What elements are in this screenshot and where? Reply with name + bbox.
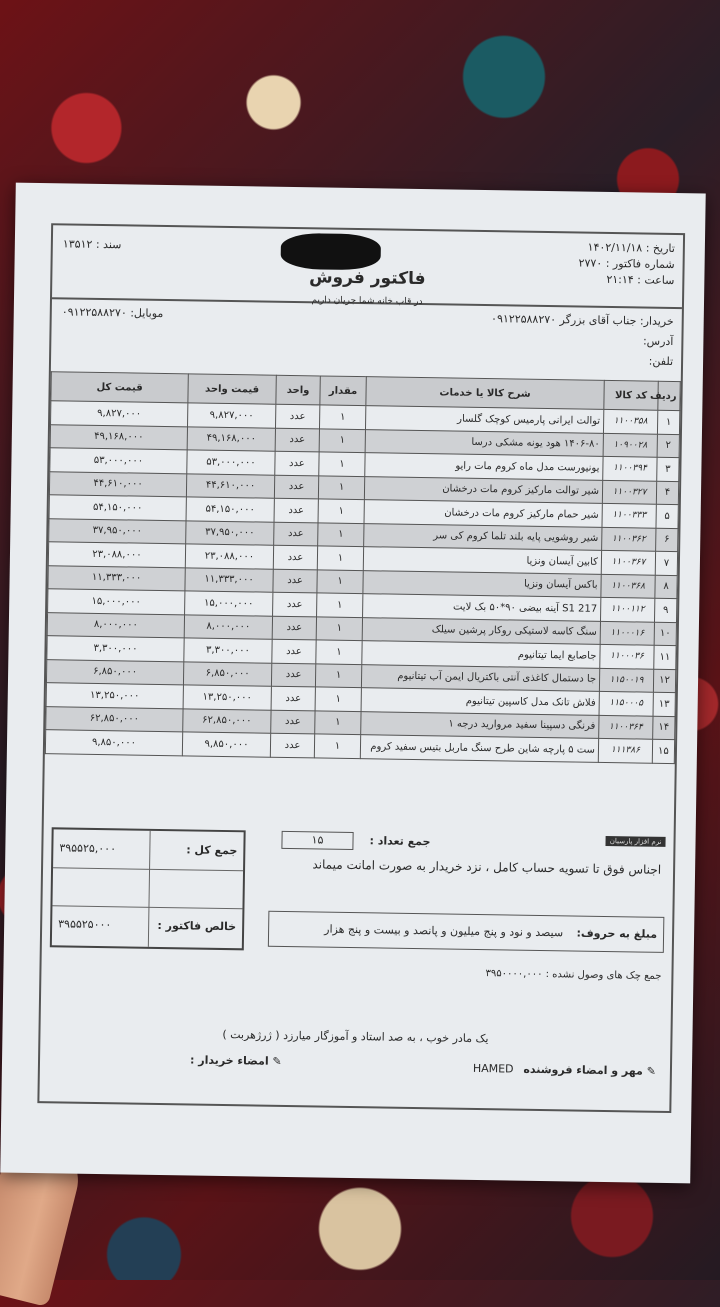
buyer-sig-label: امضاء خریدار : [189,1053,269,1068]
item-total-price: ۴۹,۱۶۸,۰۰۰ [50,424,187,450]
item-total-price: ۸,۰۰۰,۰۰۰ [47,612,184,638]
totals-box [50,827,246,950]
buyer-signature [190,1053,282,1067]
item-quantity: ۱ [318,475,364,499]
seller-sig-label: مهر و امضاء فروشنده [523,1062,643,1078]
net-label: خالص فاکتور : [157,918,237,934]
item-description: توالت ایرانی پارمیس کوچک گلسار [365,406,603,433]
item-quantity: ۱ [319,405,365,429]
item-unit-price: ۴۹,۱۶۸,۰۰۰ [187,426,275,451]
mobile-value: ۰۹۱۲۲۵۸۸۲۷۰ [61,305,127,320]
row-number: ۴ [656,481,678,505]
item-unit: عدد [273,592,317,616]
item-unit: عدد [273,569,317,593]
header-total-price: قیمت کل [51,372,188,403]
item-code: ۱۱۰۰۳۵۸ [603,409,657,433]
item-code: ۱۱۰۰۰۳۶ [600,644,654,668]
item-description: سنگ کاسه لاستیکی روکار پرشین سیلک [362,617,600,644]
item-description: شیر روشویی پایه بلند تلما کروم کی سر [364,523,602,550]
serial-value: ۱۳۵۱۲ [62,237,93,251]
item-description: فلاش تانک مدل کاسپین تیتانیوم [361,688,599,715]
item-description: شیر حمام مارکیز کروم مات درخشان [364,500,602,527]
item-unit-price: ۸,۰۰۰,۰۰۰ [184,614,272,639]
item-unit-price: ۱۵,۰۰۰,۰۰۰ [185,591,273,616]
empty-row [52,867,243,909]
item-unit-price: ۹,۸۲۷,۰۰۰ [188,403,276,428]
row-number: ۵ [656,504,678,528]
item-unit-price: ۹,۸۵۰,۰۰۰ [182,732,270,757]
item-unit-price: ۵۳,۰۰۰,۰۰۰ [187,450,275,475]
row-number: ۱۱ [654,645,676,669]
serial-number [63,237,122,251]
item-total-price: ۵۴,۱۵۰,۰۰۰ [49,495,186,521]
item-unit: عدد [274,475,318,499]
item-total-price: ۳۷,۹۵۰,۰۰۰ [49,518,186,544]
items-table [45,371,681,763]
row-number: ۲ [657,434,679,458]
pen-icon: ✎ [646,1064,657,1078]
proverb-text: یک مادر خوب ، به صد استاد و آموزگار میارزد ( ژرژهربت ) [222,1027,489,1046]
item-description: ست ۵ پارچه شاین طرح سنگ ماربل بتیس سفید کروم [360,735,598,762]
summary-section [42,823,674,955]
item-unit-price: ۳,۳۰۰,۰۰۰ [184,638,272,663]
header-row-number: ردیف [658,381,680,410]
item-code: ۱۰۹۰۰۲۸ [603,433,657,457]
header-code: کد کالا [604,380,658,410]
item-total-price: ۱۳,۲۵۰,۰۰۰ [46,683,183,709]
item-quantity: ۱ [314,734,360,758]
row-number: ۱ [657,410,679,434]
item-unit: عدد [272,639,316,663]
item-quantity: ۱ [317,593,363,617]
net-value: ۳۹۵۵۲۵۰۰۰ [58,917,112,932]
item-code: ۱۱۰۰۱۱۲ [601,597,655,621]
item-quantity: ۱ [318,522,364,546]
item-unit: عدد [271,710,315,734]
row-number: ۱۳ [653,692,675,716]
item-quantity: ۱ [316,640,362,664]
item-code: ۱۱۰۰۳۲۷ [602,480,656,504]
invoice-paper [0,183,705,1184]
item-code: ۱۱۰۰۰۱۶ [600,621,654,645]
header-unit-price: قیمت واحد [188,374,276,404]
item-description: ۱۴۰۶-۸۰ هود یونه مشکی درسا [365,429,603,456]
item-code: ۱۱۰۰۳۶۴ [599,715,653,739]
total-value: ۳۹۵۵۲۵,۰۰۰ [59,841,117,856]
words-label: مبلغ به حروف: [576,926,658,941]
count-value: ۱۵ [281,831,353,850]
item-unit: عدد [273,545,317,569]
item-description: 217 S1 آینه بیضی ۹۰*۵۰ بک لایت [363,594,601,621]
item-quantity: ۱ [317,569,363,593]
item-unit-price: ۵۴,۱۵۰,۰۰۰ [186,497,274,522]
header-description: شرح کالا یا خدمات [366,377,604,410]
cheque-label: جمع چک های وصول نشده : [545,969,662,982]
item-quantity: ۱ [317,546,363,570]
date-value: ۱۴۰۲/۱۱/۱۸ [587,240,643,255]
item-code: ۱۱۵۰۰۱۹ [599,668,653,692]
item-unit: عدد [274,522,318,546]
item-total-price: ۱۱,۳۳۳,۰۰۰ [48,565,185,591]
item-total-price: ۶۲,۸۵۰,۰۰۰ [46,706,183,732]
item-total-price: ۲۳,۰۸۸,۰۰۰ [48,542,185,568]
consignment-note: اجناس فوق تا تسویه حساب کامل ، نزد خریدار به صورت امانت میماند [312,857,662,877]
item-code: ۱۱۱۳۸۶ [598,738,652,762]
item-description: یونیورست مدل ماه کروم مات رایو [365,453,603,480]
seller-name: HAMED [472,1061,514,1076]
invoice-frame [37,223,685,1113]
item-description: فرنگی دسپینا سفید مروارید درجه ۱ [361,711,599,738]
item-unit-price: ۳۷,۹۵۰,۰۰۰ [186,520,274,545]
item-total-price: ۹,۸۵۰,۰۰۰ [45,730,182,756]
item-quantity: ۱ [318,499,364,523]
item-unit: عدد [275,451,319,475]
software-brand: نرم افزار پارسیان [606,836,666,847]
buyer-line [491,312,674,328]
net-row [52,905,243,946]
item-quantity: ۱ [319,428,365,452]
item-total-price: ۴۴,۶۱۰,۰۰۰ [49,471,186,497]
amount-in-words [268,911,665,953]
invoice-no-value: ۲۷۷۰ [578,256,603,270]
item-unit-price: ۶۲,۸۵۰,۰۰۰ [183,708,271,733]
item-unit: عدد [274,498,318,522]
cheque-value: ۳۹۵۰۰۰۰,۰۰۰ [485,968,543,981]
item-code: ۱۱۵۰۰۰۵ [599,691,653,715]
item-unit: عدد [275,428,319,452]
item-description: جا دستمال کاغذی آنتی باکتریال ایمن آب تیتانیوم [361,664,599,691]
item-quantity: ۱ [315,663,361,687]
serial-label: سند : [95,237,122,252]
company-slogan: در قاب خانه شما جریان داریم [311,295,423,308]
row-number: ۳ [657,457,679,481]
item-quantity: ۱ [319,452,365,476]
header-quantity: مقدار [320,376,366,406]
time-value: ۲۱:۱۴ [606,272,634,287]
row-number: ۶ [656,528,678,552]
item-description: باکس آیسان ونزیا [363,570,601,597]
date-label: تاریخ : [645,241,675,256]
item-description: کابین آیسان ونزیا [363,547,601,574]
mobile-line [62,305,164,320]
header-unit: واحد [276,375,320,405]
row-number: ۸ [655,575,677,599]
item-total-price: ۳,۳۰۰,۰۰۰ [47,636,184,662]
buyer-value: جناب آقای بزرگر ۰۹۱۲۲۵۸۸۲۷۰ [491,312,637,328]
cheque-line [486,968,662,982]
row-number: ۱۰ [654,622,676,646]
item-unit: عدد [270,733,314,757]
item-unit-price: ۴۴,۶۱۰,۰۰۰ [186,473,274,498]
item-unit-price: ۱۱,۳۳۳,۰۰۰ [185,567,273,592]
phone-label: تلفن: [648,354,674,368]
invoice-title: فاکتور فروش [308,267,426,290]
item-code: ۱۱۰۰۳۳۳ [602,503,656,527]
item-description: جاصابع ایما تیتانیوم [362,641,600,668]
item-total-price: ۶,۸۵۰,۰۰۰ [46,659,183,685]
total-row [53,829,244,871]
address-label: آدرس: [642,334,674,348]
invoice-no-label: شماره فاکتور : [605,256,675,271]
words-value: سیصد و نود و پنج میلیون و پانصد و بیست و پنج هزار [324,922,564,940]
redaction-mark [280,233,381,271]
time-label: ساعت : [637,273,675,287]
item-description: شیر توالت مارکیز کروم مات درخشان [364,476,602,503]
item-quantity: ۱ [315,687,361,711]
total-label: جمع کل : [186,843,238,858]
seller-signature [473,1062,656,1078]
row-number: ۱۵ [652,739,674,763]
item-total-price: ۵۳,۰۰۰,۰۰۰ [50,448,187,474]
item-total-price: ۹,۸۲۷,۰۰۰ [51,401,188,427]
mobile-label: موبایل: [130,306,164,320]
item-code: ۱۱۰۰۳۶۷ [601,550,655,574]
row-number: ۹ [654,598,676,622]
item-unit: عدد [275,404,319,428]
item-unit-price: ۶,۸۵۰,۰۰۰ [183,661,271,686]
pen-icon: ✎ [272,1054,282,1068]
item-quantity: ۱ [315,710,361,734]
item-total-price: ۱۵,۰۰۰,۰۰۰ [48,589,185,615]
item-unit: عدد [272,616,316,640]
item-code: ۱۱۰۰۳۶۸ [601,574,655,598]
item-unit-price: ۱۳,۲۵۰,۰۰۰ [183,685,271,710]
buyer-section [51,299,682,379]
buyer-label: خریدار: [639,314,674,328]
item-code: ۱۱۰۰۳۶۲ [602,527,656,551]
row-number: ۷ [655,551,677,575]
item-unit: عدد [271,686,315,710]
row-number: ۱۴ [653,716,675,740]
item-quantity: ۱ [316,616,362,640]
row-number: ۱۲ [653,669,675,693]
count-label: جمع تعداد : [369,834,431,849]
item-unit-price: ۲۳,۰۸۸,۰۰۰ [185,544,273,569]
item-unit: عدد [271,663,315,687]
item-code: ۱۱۰۰۳۹۴ [603,456,657,480]
